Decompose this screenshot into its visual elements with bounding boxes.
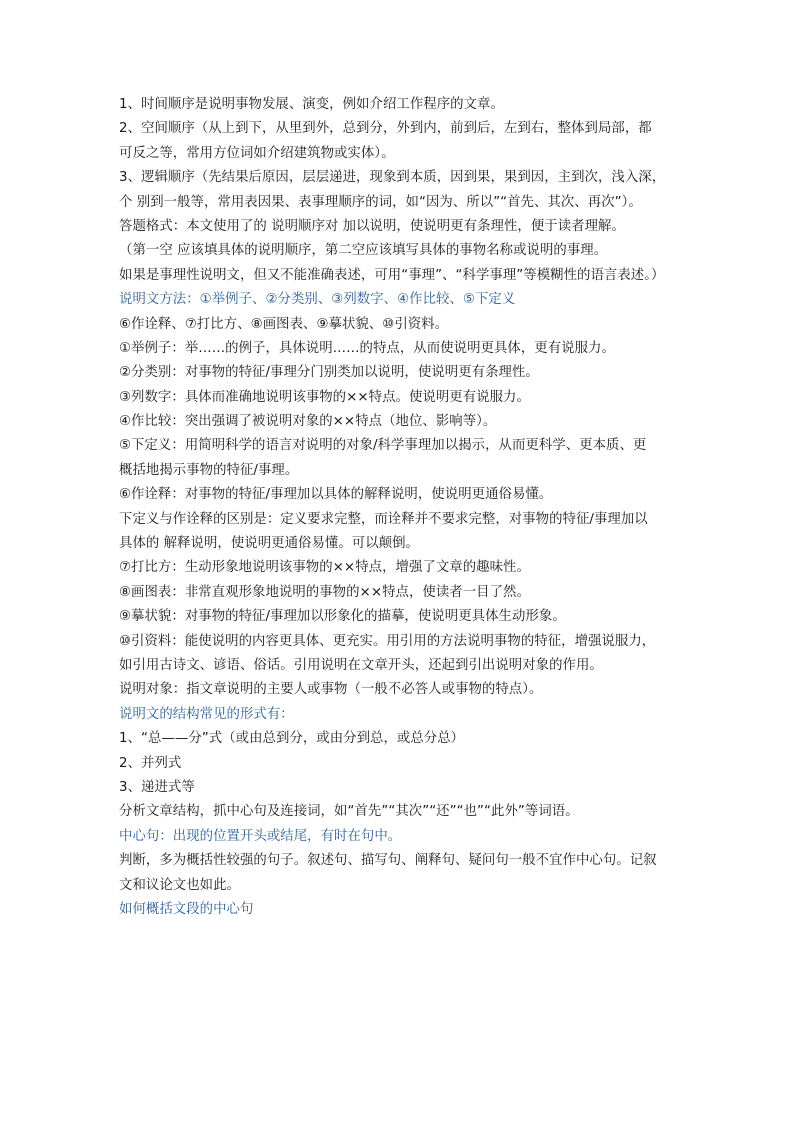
- text-line: ⑤下定义：用简明科学的语言对说明的对象/科学事理加以揭示，从而更科学、更本质、更: [119, 438, 647, 454]
- text-line: 下定义与作诠释的区别是：定义要求完整，而诠释并不要求完整，对事物的特征/事理加以: [119, 511, 648, 527]
- text-line: ⑧画图表：非常直观形象地说明的事物的××特点，使读者一目了然。: [119, 584, 530, 600]
- text-line: ⑩引资料：能使说明的内容更具体、更充实。用引用的方法说明事物的特征，增强说服力，: [119, 633, 656, 649]
- section-heading-line: 说明文方法：①举例子、②分类别、③列数字、④作比较、⑤下定义: [119, 292, 516, 308]
- text-line: ④作比较：突出强调了被说明对象的××特点（地位、影响等）。: [119, 414, 497, 430]
- text-line: 判断，多为概括性较强的句子。叙述句、描写句、阐释句、疑问句一般不宜作中心句。记叙: [119, 853, 657, 869]
- text-line: 2、并列式: [119, 755, 182, 771]
- text-line: 概括地揭示事物的特征/事理。: [119, 462, 299, 478]
- text-line: ③列数字：具体而准确地说明该事物的××特点。使说明更有说服力。: [119, 389, 530, 405]
- text-line: 3、逻辑顺序（先结果后原因，层层递进，现象到本质，因到果，果到因，主到次，浅入深，: [119, 170, 666, 186]
- text-line: ⑥作诠释：对事物的特征/事理加以具体的解释说明，使说明更通俗易懂。: [119, 487, 553, 503]
- document-body: [119, 93, 704, 922]
- section-heading-line: 说明文的结构常见的形式有：: [119, 706, 294, 722]
- section-heading-line: 如何概括文段的中心句: [119, 901, 254, 917]
- text-line: 如果是事理性说明文，但又不能准确表述，可用“事理”、“科学事理”等模糊性的语言表述。）: [119, 267, 665, 283]
- text-line: 如引用古诗文、谚语、俗话。引用说明在文章开头，还起到引出说明对象的作用。: [119, 657, 603, 673]
- text-line: 2、空间顺序（从上到下，从里到外，总到分，外到内，前到后，左到右，整体到局部，都: [119, 121, 652, 137]
- text-line: 文和议论文也如此。: [119, 877, 240, 893]
- text-line: 个 别到一般等，常用表因果、表事理顺序的词，如“因为、所以”“首先、其次、再次”）。: [119, 194, 642, 210]
- text-line: （第一空 应该填具体的说明顺序，第二空应该填写具体的事物名称或说明的事理。: [119, 243, 608, 259]
- text-line: 具体的 解释说明，使说明更通俗易懂。可以颠倒。: [119, 536, 419, 552]
- text-line: ②分类别：对事物的特征/事理分门别类加以说明，使说明更有条理性。: [119, 365, 539, 381]
- text-line: ①举例子：举……的例子，具体说明……的特点，从而使说明更具体，更有说服力。: [119, 340, 615, 356]
- section-heading-line: 中心句：出现的位置开头或结尾，有时在句中。: [119, 828, 402, 844]
- text-line: 答题格式：本文使用了的 说明顺序对 加以说明，使说明更有条理性，便于读者理解。: [119, 218, 625, 234]
- text-line: 可反之等，常用方位词如介绍建筑物或实体）。: [119, 145, 395, 161]
- text-line: 3、递进式等: [119, 779, 195, 795]
- text-line: ⑦打比方：生动形象地说明该事物的××特点，增强了文章的趣味性。: [119, 560, 530, 576]
- text-line: ⑨摹状貌：对事物的特征/事理加以形象化的描摹，使说明更具体生动形象。: [119, 609, 566, 625]
- text-line: ⑥作诠释、⑦打比方、⑧画图表、⑨摹状貌、⑩引资料。: [119, 316, 449, 332]
- text-line: 1、“总——分”式（或由总到分，或由分到总，或总分总）: [119, 731, 465, 747]
- text-line: 说明对象：指文章说明的主要人或事物（一般不必答人或事物的特点）。: [119, 682, 543, 698]
- text-line: 1、时间顺序是说明事物发展、演变，例如介绍工作程序的文章。: [119, 97, 504, 112]
- text-line: 分析文章结构，抓中心句及连接词，如“首先”“其次”“还”“也”“此外”等词语。: [119, 804, 579, 820]
